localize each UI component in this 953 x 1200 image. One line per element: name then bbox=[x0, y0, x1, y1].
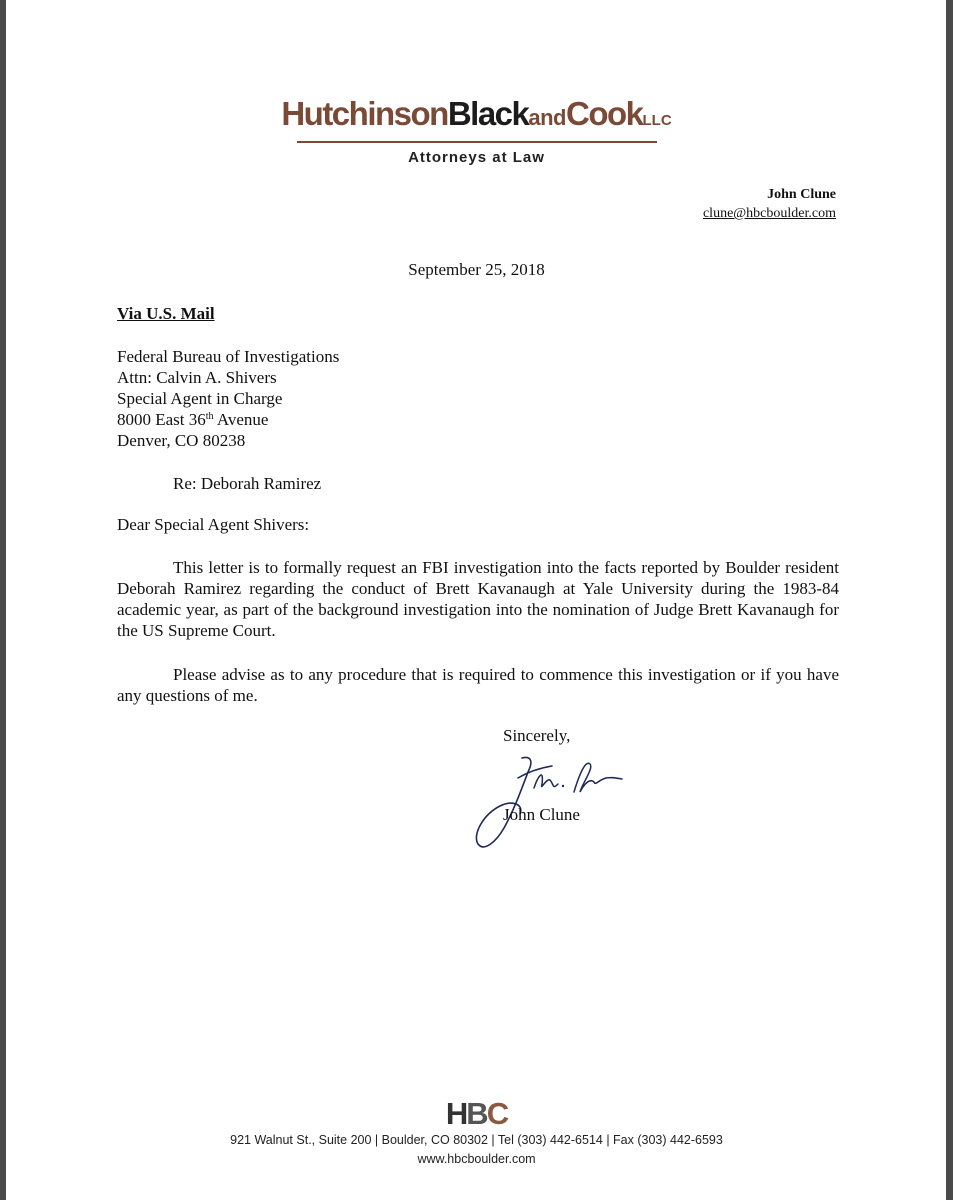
sender-name: John Clune bbox=[767, 187, 836, 202]
subject-line: Re: Deborah Ramirez bbox=[173, 474, 322, 493]
firm-name-part: Cook bbox=[566, 95, 643, 132]
recipient-line: Federal Bureau of Investigations bbox=[117, 347, 340, 366]
footer-website-link[interactable]: www.hbcboulder.com bbox=[417, 1152, 536, 1166]
hbc-logo-letter: B bbox=[466, 1096, 487, 1131]
hbc-logo bbox=[0, 1097, 953, 1131]
firm-name-suffix: LLC bbox=[642, 112, 672, 129]
letter-date: September 25, 2018 bbox=[408, 260, 545, 279]
firm-name-part: Black bbox=[447, 95, 529, 132]
footer-address: 921 Walnut St., Suite 200 | Boulder, CO 80302 | Tel (303) 442-6514 | Fax (303) 442-6593 bbox=[230, 1133, 723, 1147]
recipient-line: Denver, CO 80238 bbox=[117, 431, 246, 450]
firm-tagline: Attorneys at Law bbox=[297, 141, 657, 166]
firm-name-part: and bbox=[528, 105, 566, 130]
ordinal-suffix: th bbox=[205, 411, 214, 422]
delivery-method: Via U.S. Mail bbox=[117, 304, 215, 323]
street-name: Avenue bbox=[213, 410, 269, 429]
signer-name: John Clune bbox=[503, 805, 580, 824]
recipient-address bbox=[117, 346, 339, 451]
hbc-logo-letter: C bbox=[486, 1096, 508, 1131]
sender-email-link[interactable]: clune@hbcboulder.com bbox=[702, 206, 836, 221]
firm-logo bbox=[0, 96, 953, 139]
signature-image bbox=[470, 748, 630, 853]
body-paragraph-2: Please advise as to any procedure that is required to commence this investigation or if you have any questions of me. bbox=[117, 665, 839, 705]
closing: Sincerely, bbox=[503, 726, 571, 745]
letterhead bbox=[0, 96, 953, 166]
sender-block bbox=[703, 185, 836, 223]
recipient-line bbox=[117, 409, 339, 430]
salutation: Dear Special Agent Shivers: bbox=[117, 515, 310, 534]
street-number: 8000 East 36 bbox=[117, 410, 206, 429]
recipient-line: Attn: Calvin A. Shivers bbox=[117, 368, 277, 387]
recipient-line: Special Agent in Charge bbox=[117, 389, 283, 408]
firm-name-part: Hutchinson bbox=[281, 95, 448, 132]
body-paragraph-1: This letter is to formally request an FBI investigation into the facts reported by Boulder resident Deborah Ramirez regarding the conduct of Brett Kavanaugh at Yale University during the 1983-84 academic year, as part of the background investigation into the nomination of Judge Brett Kavanaugh for the US Supreme Court. bbox=[117, 558, 839, 640]
hbc-logo-letter: H bbox=[445, 1096, 467, 1131]
